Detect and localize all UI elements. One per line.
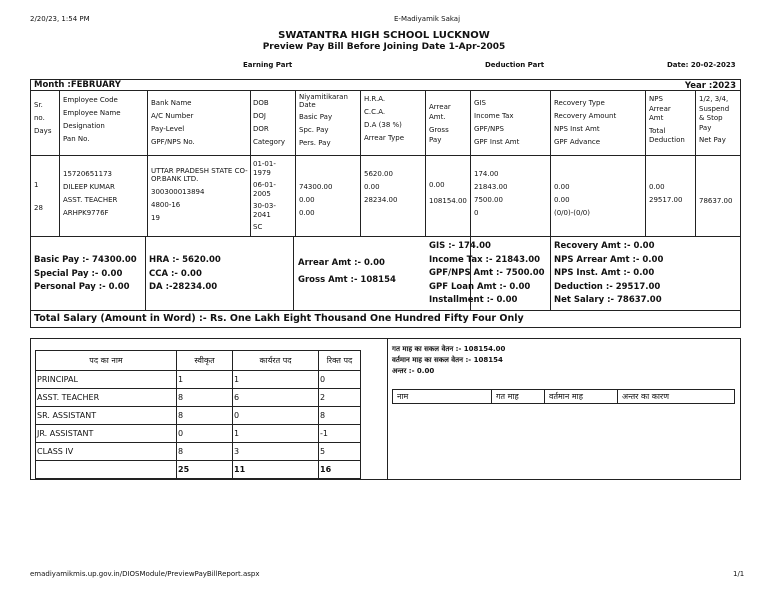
employee-sr: 1 [34, 181, 39, 189]
header-dates: DOB DOJ DOR Category [253, 99, 285, 146]
compare-header-name: नाम [393, 390, 492, 404]
table-row: SR. ASSISTANT 8 0 8 [36, 407, 361, 425]
post-header-sanctioned: स्वीकृत [177, 351, 233, 371]
header-basic: Niyamitikaran Date Basic Pay Spc. Pay Pers. Pay [299, 93, 348, 147]
employee-deductions: 174.00 21843.00 7500.00 0 [474, 170, 508, 217]
table-row: ASST. TEACHER 8 6 2 [36, 389, 361, 407]
employee-details: 15720651173 DILEEP KUMAR ASST. TEACHER ARHPK9776F [63, 170, 118, 217]
summary-gross: Arrear Amt :- 0.00 Gross Amt :- 108154 [298, 258, 396, 285]
employee-arrear: 0.00 [429, 181, 445, 189]
compare-header-last: गत माह [492, 390, 545, 404]
post-header-working: कार्यरत पद [233, 351, 319, 371]
header-sr: Sr. no. Days [34, 101, 52, 135]
employee-gross: 108154.00 [429, 197, 467, 205]
earning-part-label: Earning Part [243, 61, 293, 69]
page-title: SWATANTRA HIGH SCHOOL LUCKNOW [278, 30, 490, 41]
post-header-name: पद का नाम [36, 351, 177, 371]
compare-header-current: वर्तमान माह [545, 390, 618, 404]
employee-basic: 74300.00 0.00 0.00 [299, 183, 333, 217]
header-employee: Employee Code Employee Name Designation Pan No. [63, 96, 121, 143]
print-site: E-Madiyamik Sakaj [394, 15, 461, 23]
print-datetime: 2/20/23, 1:54 PM [30, 15, 90, 23]
table-row: JR. ASSISTANT 0 1 -1 [36, 425, 361, 443]
header-allowances: H.R.A. C.C.A. D.A (38 %) Arrear Type [364, 95, 405, 142]
table-row: PRINCIPAL 1 1 0 [36, 371, 361, 389]
employee-dates: 01-01-1979 06-01-2005 30-03-2041 SC [253, 160, 276, 231]
footer-page: 1/1 [733, 570, 745, 578]
page-subtitle: Preview Pay Bill Before Joining Date 1-Apr-2005 [262, 42, 506, 52]
header-bank: Bank Name A/C Number Pay-Level GPF/NPS No. [151, 99, 195, 146]
employee-bank: UTTAR PRADESH STATE CO-OP.BANK LTD. 300300013894 4800-16 19 [151, 167, 248, 222]
post-header-vacant: रिक्त पद [319, 351, 361, 371]
header-gis: GIS Income Tax GPF/NPS GPF Inst Amt [474, 99, 520, 146]
staff-summary-box [30, 338, 741, 480]
deduction-part-label: Deduction Part [485, 61, 545, 69]
header-recovery: Recovery Type Recovery Amount NPS Inst Amt GPF Advance [554, 99, 617, 146]
table-row: CLASS IV 8 3 5 [36, 443, 361, 461]
summary-deductions: GIS :- 174.00 Income Tax :- 21843.00 GPF/NPS Amt :- 7500.00 GPF Loan Amt :- 0.00 Installment :- 0.00 [429, 241, 545, 305]
pay-bill-table [30, 79, 741, 328]
summary-net: Recovery Amt :- 0.00 NPS Arrear Amt :- 0.00 NPS Inst. Amt :- 0.00 Deduction :- 29517.00 Net Salary :- 78637.00 [554, 241, 664, 305]
date-label: Date: 20-02-2023 [667, 61, 736, 69]
employee-allowances: 5620.00 0.00 28234.00 [364, 170, 398, 204]
total-salary-words: Total Salary (Amount in Word) :- Rs. One Lakh Eight Thousand One Hundred Fifty Four Only [34, 313, 524, 324]
salary-compare-summary: गत माह का सकल वेतन :- 108154.00 वर्तमान माह का सकल वेतन :- 108154 अन्तर :- 0.00 [392, 345, 506, 375]
month-label: Month :FEBRUARY [34, 80, 121, 90]
table-row-total: 25 11 16 [36, 461, 361, 479]
summary-pay: Basic Pay :- 74300.00 Special Pay :- 0.00 Personal Pay :- 0.00 [34, 255, 137, 292]
summary-allowances: HRA :- 5620.00 CCA :- 0.00 DA :-28234.00 [149, 255, 221, 292]
employee-recovery: 0.00 0.00 (0/0)-(0/0) [554, 183, 590, 217]
header-arrear: Arrear Amt. Gross Pay [429, 103, 451, 144]
post-table [35, 350, 361, 479]
year-label: Year :2023 [684, 81, 736, 91]
compare-header-reason: अन्तर का कारण [618, 390, 735, 404]
footer-url: emadiyamikmis.up.gov.in/DIOSModule/PreviewPayBillReport.aspx [30, 570, 260, 578]
salary-compare-table [392, 389, 735, 404]
employee-days: 28 [34, 204, 43, 212]
employee-net-pay: 78637.00 [699, 197, 733, 205]
header-nps: NPS Arrear Amt Total Deduction [649, 95, 685, 144]
header-netpay: 1/2, 3/4, Suspend & Stop Pay Net Pay [699, 95, 730, 144]
employee-nps-total: 0.00 29517.00 [649, 183, 683, 204]
